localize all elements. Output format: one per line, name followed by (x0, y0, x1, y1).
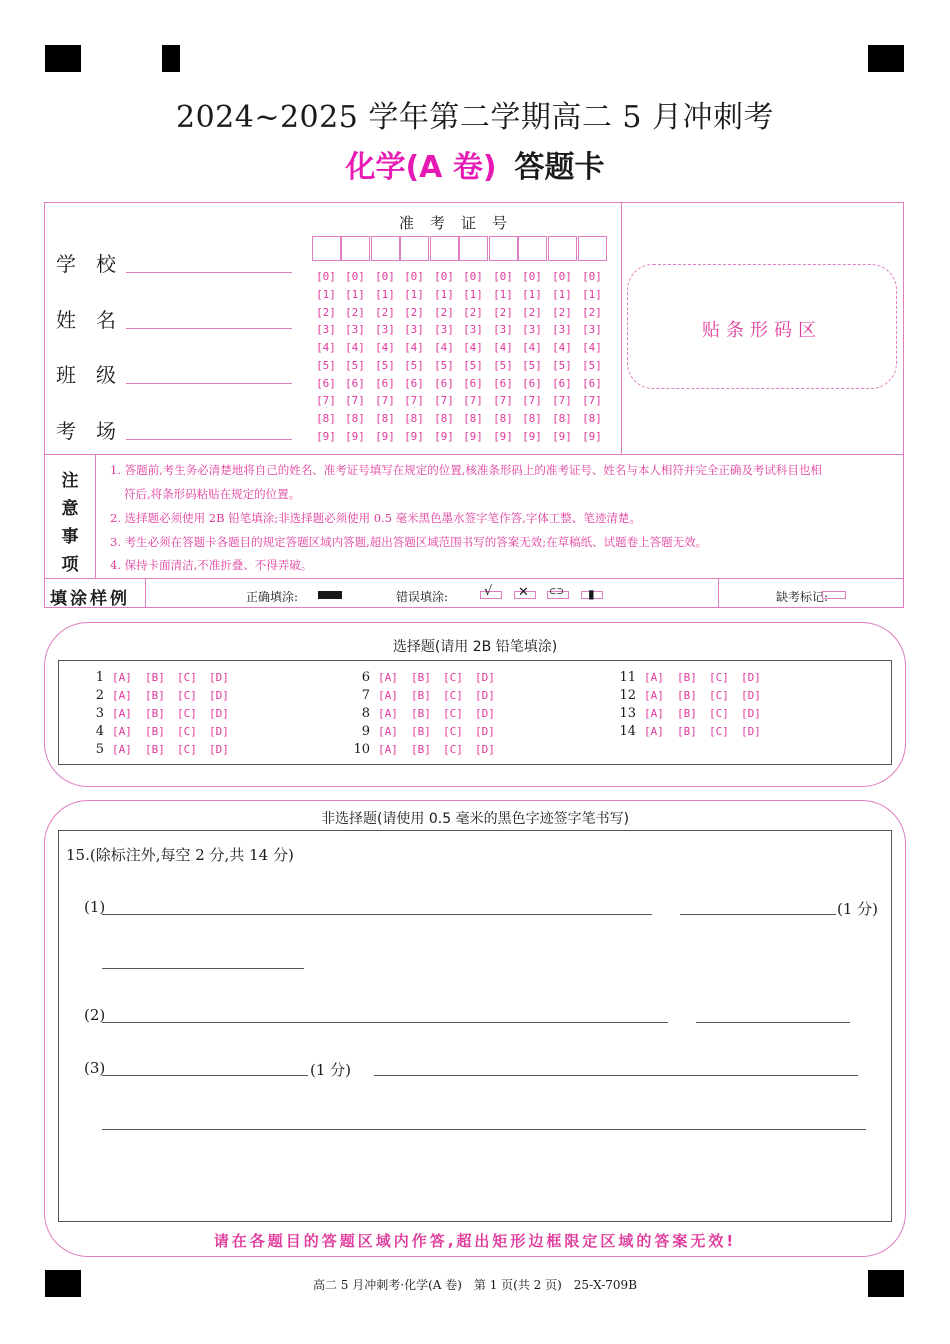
option-bubble[interactable]: [C] (443, 725, 463, 738)
exam-id-digit-bubble[interactable]: [2] (316, 306, 336, 319)
exam-id-digit-bubble[interactable]: [5] (463, 359, 483, 372)
option-bubble[interactable]: [C] (709, 725, 729, 738)
option-bubble[interactable]: [C] (709, 671, 729, 684)
page-title: 2024~2025 学年第二学期高二 5 月冲刺考 (175, 100, 775, 135)
option-bubble[interactable]: [C] (177, 671, 197, 684)
room-field[interactable] (126, 439, 292, 440)
warning-text: 请在各题目的答题区域内作答,超出矩形边框限定区域的答案无效! (213, 1232, 737, 1250)
registration-mark-top-left-small (162, 45, 180, 72)
exam-id-digit-bubble[interactable]: [7] (404, 394, 424, 407)
notice-heading-char: 项 (61, 555, 79, 575)
q15-part3-label: (3) (84, 1059, 106, 1077)
exam-id-digit-bubble[interactable]: [5] (493, 359, 513, 372)
exam-id-digit-bubble[interactable]: [3] (434, 323, 454, 336)
option-bubble[interactable]: [C] (709, 689, 729, 702)
option-bubble[interactable]: [B] (145, 689, 165, 702)
absent-mark-label: 缺考标记: (776, 590, 829, 604)
option-bubble[interactable]: [B] (411, 671, 431, 684)
exam-id-digit-bubble[interactable]: [7] (493, 394, 513, 407)
option-bubble[interactable]: [C] (177, 707, 197, 720)
exam-id-digit-bubble[interactable]: [5] (316, 359, 336, 372)
answer-line[interactable] (102, 968, 304, 969)
fill-example-label: 填涂样例 (50, 589, 130, 609)
notice-heading-char: 事 (61, 527, 79, 547)
option-bubble[interactable]: [C] (443, 743, 463, 756)
exam-id-digit-bubble[interactable]: [5] (552, 359, 572, 372)
option-bubble[interactable]: [A] (378, 689, 398, 702)
exam-id-digit-bubble[interactable]: [0] (434, 270, 454, 283)
option-bubble[interactable]: [C] (443, 671, 463, 684)
answer-line[interactable] (102, 1129, 866, 1130)
option-bubble[interactable]: [B] (145, 725, 165, 738)
answer-line[interactable] (102, 914, 652, 915)
exam-id-digit-bubble[interactable]: [1] (434, 288, 454, 301)
option-bubble[interactable]: [C] (709, 707, 729, 720)
answer-line[interactable] (102, 1075, 308, 1076)
question-number: 8 (361, 706, 370, 721)
option-bubble[interactable]: [C] (443, 707, 463, 720)
exam-id-box[interactable] (518, 236, 547, 261)
option-bubble[interactable]: [B] (411, 689, 431, 702)
option-bubble[interactable]: [D] (741, 671, 761, 684)
exam-id-digit-bubble[interactable]: [9] (463, 430, 483, 443)
exam-id-digit-bubble[interactable]: [3] (345, 323, 365, 336)
divider (95, 454, 96, 578)
exam-id-digit-bubble[interactable]: [5] (582, 359, 602, 372)
school-label: 学校 (56, 252, 136, 276)
nonchoice-section-title: 非选择题(请使用 0.5 毫米的黑色字迹签字笔书写) (320, 811, 630, 827)
option-bubble[interactable]: [D] (475, 743, 495, 756)
exam-id-digit-bubble[interactable]: [3] (404, 323, 424, 336)
q15-answer-box (58, 830, 892, 1222)
exam-id-box[interactable] (371, 236, 400, 261)
exam-id-digit-bubble[interactable]: [9] (582, 430, 602, 443)
exam-id-digit-bubble[interactable]: [8] (434, 412, 454, 425)
exam-id-digit-bubble[interactable]: [7] (463, 394, 483, 407)
exam-id-digit-bubble[interactable]: [8] (345, 412, 365, 425)
exam-id-box[interactable] (489, 236, 518, 261)
option-bubble[interactable]: [A] (112, 707, 132, 720)
option-bubble[interactable]: [A] (378, 743, 398, 756)
exam-id-digit-bubble[interactable]: [0] (552, 270, 572, 283)
registration-mark-top-right (868, 45, 904, 72)
option-bubble[interactable]: [A] (378, 725, 398, 738)
question-number: 7 (361, 688, 370, 703)
exam-id-digit-bubble[interactable]: [4] (375, 341, 395, 354)
divider (44, 454, 904, 455)
option-bubble[interactable]: [D] (209, 743, 229, 756)
exam-id-digit-bubble[interactable]: [7] (434, 394, 454, 407)
option-bubble[interactable]: [A] (112, 725, 132, 738)
exam-id-digit-bubble[interactable]: [8] (404, 412, 424, 425)
exam-id-box[interactable] (341, 236, 370, 261)
question-number: 9 (361, 724, 370, 739)
question-number: 11 (619, 670, 636, 685)
exam-id-digit-bubble[interactable]: [8] (316, 412, 336, 425)
exam-id-digit-bubble[interactable]: [1] (582, 288, 602, 301)
exam-id-digit-bubble[interactable]: [1] (404, 288, 424, 301)
exam-id-digit-bubble[interactable]: [1] (522, 288, 542, 301)
exam-id-box[interactable] (459, 236, 488, 261)
exam-id-box[interactable] (312, 236, 341, 261)
notice-heading-char: 注 (61, 471, 79, 491)
class-label: 班级 (56, 363, 136, 387)
school-field[interactable] (126, 272, 292, 273)
option-bubble[interactable]: [A] (112, 671, 132, 684)
option-bubble[interactable]: [D] (475, 707, 495, 720)
option-bubble[interactable]: [D] (209, 671, 229, 684)
exam-id-digit-bubble[interactable]: [8] (582, 412, 602, 425)
option-bubble[interactable]: [B] (411, 725, 431, 738)
option-bubble[interactable]: [D] (741, 689, 761, 702)
option-bubble[interactable]: [B] (145, 671, 165, 684)
exam-id-digit-bubble[interactable]: [6] (582, 377, 602, 390)
choice-section-title: 选择题(请用 2B 铅笔填涂) (392, 639, 558, 655)
absent-mark-box[interactable] (822, 591, 846, 599)
exam-id-digit-bubble[interactable]: [5] (434, 359, 454, 372)
subject-label: 化学(A 卷) (345, 150, 497, 185)
wrong-fill-label: 错误填涂: (396, 590, 449, 604)
q15-part3-score: (1 分) (310, 1061, 352, 1079)
exam-id-digit-bubble[interactable]: [0] (404, 270, 424, 283)
option-bubble[interactable]: [A] (112, 689, 132, 702)
question-number: 3 (95, 706, 104, 721)
divider (718, 578, 719, 608)
q15-part1-score: (1 分) (837, 900, 879, 918)
question-number: 10 (353, 742, 370, 757)
exam-id-digit-bubble[interactable]: [4] (552, 341, 572, 354)
exam-id-digit-bubble[interactable]: [0] (493, 270, 513, 283)
exam-id-digit-bubble[interactable]: [2] (375, 306, 395, 319)
exam-id-digit-bubble[interactable]: [7] (375, 394, 395, 407)
exam-id-digit-bubble[interactable]: [9] (434, 430, 454, 443)
option-bubble[interactable]: [D] (209, 689, 229, 702)
exam-id-digit-bubble[interactable]: [1] (316, 288, 336, 301)
option-bubble[interactable]: [B] (145, 707, 165, 720)
exam-id-digit-bubble[interactable]: [3] (375, 323, 395, 336)
exam-id-digit-bubble[interactable]: [6] (552, 377, 572, 390)
exam-id-digit-bubble[interactable]: [8] (463, 412, 483, 425)
exam-id-digit-bubble[interactable]: [2] (345, 306, 365, 319)
exam-id-digit-bubble[interactable]: [6] (375, 377, 395, 390)
exam-id-digit-bubble[interactable]: [5] (522, 359, 542, 372)
notice-item: 3. 考生必须在答题卡各题目的规定答题区域内答题,超出答题区域范围书写的答案无效;在草稿纸、试题卷上答题无效。 (110, 535, 708, 549)
exam-id-digit-bubble[interactable]: [7] (582, 394, 602, 407)
question-number: 14 (619, 724, 636, 739)
correct-fill-sample (318, 591, 342, 599)
exam-id-digit-bubble[interactable]: [4] (493, 341, 513, 354)
q15-heading: 15.(除标注外,每空 2 分,共 14 分) (66, 846, 294, 864)
exam-id-digit-bubble[interactable]: [2] (434, 306, 454, 319)
option-bubble[interactable]: [B] (411, 707, 431, 720)
exam-id-digit-bubble[interactable]: [3] (522, 323, 542, 336)
exam-id-digit-bubble[interactable]: [0] (463, 270, 483, 283)
exam-id-digit-bubble[interactable]: [2] (582, 306, 602, 319)
notice-item: 4. 保持卡面清洁,不准折叠、不得弄破。 (110, 558, 313, 572)
option-bubble[interactable]: [D] (209, 725, 229, 738)
exam-id-digit-bubble[interactable]: [2] (404, 306, 424, 319)
option-bubble[interactable]: [B] (411, 743, 431, 756)
q15-part1-label: (1) (84, 898, 106, 916)
option-bubble[interactable]: [C] (177, 689, 197, 702)
option-bubble[interactable]: [A] (112, 743, 132, 756)
option-bubble[interactable]: [D] (475, 725, 495, 738)
check-mark-icon: √ (484, 584, 493, 599)
page-footer: 高二 5 月冲刺考·化学(A 卷) 第 1 页(共 2 页) 25-X-709B (312, 1278, 638, 1292)
exam-id-digit-bubble[interactable]: [9] (404, 430, 424, 443)
option-bubble[interactable]: [D] (741, 725, 761, 738)
exam-id-digit-bubble[interactable]: [6] (434, 377, 454, 390)
exam-id-digit-bubble[interactable]: [3] (316, 323, 336, 336)
exam-id-box[interactable] (430, 236, 459, 261)
option-bubble[interactable]: [A] (644, 689, 664, 702)
option-bubble[interactable]: [A] (644, 707, 664, 720)
question-number: 2 (95, 688, 104, 703)
exam-id-digit-bubble[interactable]: [8] (375, 412, 395, 425)
exam-id-digit-bubble[interactable]: [1] (552, 288, 572, 301)
exam-id-digit-bubble[interactable]: [2] (493, 306, 513, 319)
exam-id-title: 准考证号 (398, 214, 523, 232)
option-bubble[interactable]: [B] (145, 743, 165, 756)
exam-id-digit-bubble[interactable]: [6] (345, 377, 365, 390)
name-field[interactable] (126, 328, 292, 329)
option-bubble[interactable]: [D] (475, 689, 495, 702)
exam-id-digit-bubble[interactable]: [8] (522, 412, 542, 425)
notice-heading-char: 意 (61, 499, 79, 519)
exam-id-box[interactable] (548, 236, 577, 261)
exam-id-digit-bubble[interactable]: [7] (345, 394, 365, 407)
exam-id-digit-bubble[interactable]: [3] (582, 323, 602, 336)
notice-item: 符后,将条形码粘贴在规定的位置。 (124, 487, 301, 501)
exam-id-digit-bubble[interactable]: [4] (345, 341, 365, 354)
notice-item: 1. 答题前,考生务必清楚地将自己的姓名、准考证号填写在规定的位置,核准条形码上的准考证号、姓名与本人相符并完全正确及考试科目也相 (110, 463, 822, 477)
exam-id-digit-bubble[interactable]: [1] (375, 288, 395, 301)
exam-id-digit-bubble[interactable]: [2] (552, 306, 572, 319)
exam-id-digit-bubble[interactable]: [3] (463, 323, 483, 336)
exam-id-digit-bubble[interactable]: [5] (375, 359, 395, 372)
exam-id-digit-bubble[interactable]: [6] (463, 377, 483, 390)
exam-id-digit-bubble[interactable]: [3] (552, 323, 572, 336)
exam-id-digit-bubble[interactable]: [9] (552, 430, 572, 443)
option-bubble[interactable]: [D] (741, 707, 761, 720)
bar-mark-icon: ▮ (588, 587, 595, 601)
option-bubble[interactable]: [C] (177, 743, 197, 756)
notice-item: 2. 选择题必须使用 2B 铅笔填涂;非选择题必须使用 0.5 毫米黑色墨水签字笔作答,字体工整、笔迹清楚。 (110, 511, 641, 525)
exam-id-digit-bubble[interactable]: [3] (493, 323, 513, 336)
question-number: 12 (619, 688, 636, 703)
option-bubble[interactable]: [C] (443, 689, 463, 702)
exam-id-digit-bubble[interactable]: [4] (434, 341, 454, 354)
cross-mark-icon: ✕ (518, 585, 529, 600)
answer-line[interactable] (102, 1022, 668, 1023)
exam-id-box[interactable] (400, 236, 429, 261)
exam-id-digit-bubble[interactable]: [4] (463, 341, 483, 354)
option-bubble[interactable]: [B] (677, 707, 697, 720)
exam-id-digit-bubble[interactable]: [8] (493, 412, 513, 425)
exam-id-digit-bubble[interactable]: [9] (375, 430, 395, 443)
exam-id-digit-bubble[interactable]: [9] (493, 430, 513, 443)
option-bubble[interactable]: [D] (209, 707, 229, 720)
question-number: 5 (95, 742, 104, 757)
option-bubble[interactable]: [B] (677, 689, 697, 702)
answer-line[interactable] (696, 1022, 850, 1023)
barcode-label: 贴条形码区 (702, 320, 822, 341)
class-field[interactable] (126, 383, 292, 384)
question-number: 13 (619, 706, 636, 721)
divider (44, 578, 904, 579)
exam-id-digit-bubble[interactable]: [4] (316, 341, 336, 354)
q15-part2-label: (2) (84, 1006, 106, 1024)
exam-id-digit-bubble[interactable]: [5] (345, 359, 365, 372)
exam-id-digit-bubble[interactable]: [6] (404, 377, 424, 390)
exam-id-digit-bubble[interactable]: [0] (522, 270, 542, 283)
exam-id-digit-bubble[interactable]: [9] (345, 430, 365, 443)
answer-line[interactable] (374, 1075, 858, 1076)
exam-id-digit-bubble[interactable]: [1] (345, 288, 365, 301)
option-bubble[interactable]: [A] (378, 707, 398, 720)
exam-id-digit-bubble[interactable]: [7] (316, 394, 336, 407)
exam-id-digit-bubble[interactable]: [6] (316, 377, 336, 390)
exam-id-digit-bubble[interactable]: [7] (522, 394, 542, 407)
option-bubble[interactable]: [A] (378, 671, 398, 684)
correct-fill-label: 正确填涂: (246, 590, 299, 604)
exam-id-digit-bubble[interactable]: [0] (316, 270, 336, 283)
exam-id-digit-bubble[interactable]: [1] (493, 288, 513, 301)
answer-line[interactable] (680, 914, 836, 915)
card-label: 答题卡 (514, 150, 605, 185)
name-label: 姓名 (56, 308, 136, 332)
exam-id-digit-bubble[interactable]: [4] (404, 341, 424, 354)
option-bubble[interactable]: [A] (644, 725, 664, 738)
option-bubble[interactable]: [A] (644, 671, 664, 684)
question-number: 4 (95, 724, 104, 739)
exam-id-digit-bubble[interactable]: [4] (522, 341, 542, 354)
page-subtitle (0, 142, 950, 186)
exam-id-digit-bubble[interactable]: [9] (316, 430, 336, 443)
option-bubble[interactable]: [B] (677, 725, 697, 738)
registration-mark-top-left (45, 45, 81, 72)
exam-id-digit-bubble[interactable]: [2] (463, 306, 483, 319)
exam-id-digit-bubble[interactable]: [6] (522, 377, 542, 390)
question-number: 1 (95, 670, 104, 685)
question-number: 6 (361, 670, 370, 685)
exam-id-digit-bubble[interactable]: [4] (582, 341, 602, 354)
exam-id-digit-bubble[interactable]: [7] (552, 394, 572, 407)
exam-id-digit-bubble[interactable]: [5] (404, 359, 424, 372)
exam-id-box[interactable] (578, 236, 607, 261)
room-label: 考场 (56, 419, 136, 443)
exam-id-digit-bubble[interactable]: [9] (522, 430, 542, 443)
circle-mark-icon: ⊂⊃ (549, 587, 565, 597)
exam-id-digit-bubble[interactable]: [6] (493, 377, 513, 390)
exam-id-digit-bubble[interactable]: [0] (345, 270, 365, 283)
option-bubble[interactable]: [B] (677, 671, 697, 684)
divider (145, 578, 146, 608)
exam-id-digit-bubble[interactable]: [0] (375, 270, 395, 283)
divider (621, 202, 622, 454)
exam-id-digit-bubble[interactable]: [1] (463, 288, 483, 301)
exam-id-digit-bubble[interactable]: [0] (582, 270, 602, 283)
option-bubble[interactable]: [D] (475, 671, 495, 684)
exam-id-digit-bubble[interactable]: [2] (522, 306, 542, 319)
exam-id-digit-bubble[interactable]: [8] (552, 412, 572, 425)
option-bubble[interactable]: [C] (177, 725, 197, 738)
